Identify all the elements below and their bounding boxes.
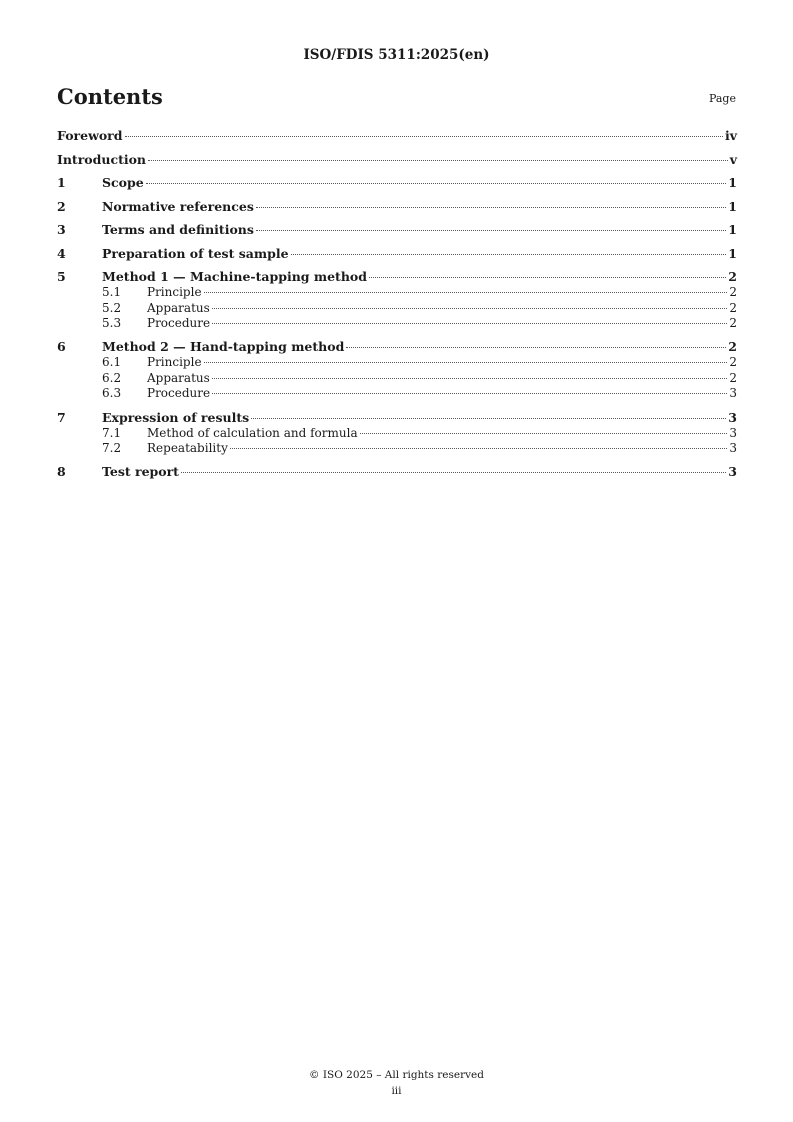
toc-subentry-page: 2	[729, 370, 737, 385]
toc-entry-page: 3	[728, 464, 737, 480]
toc-entry-introduction[interactable]	[57, 152, 737, 168]
dot-leader	[146, 183, 727, 184]
toc-subentry-number: 7.1	[102, 425, 122, 440]
toc-entry-title: Method 2 — Hand-tapping method	[102, 339, 345, 355]
toc-entry-title: Preparation of test sample	[102, 245, 289, 261]
toc-subentry-page: 2	[729, 300, 737, 315]
toc-entry-terms-and-definitions[interactable]	[57, 222, 737, 238]
toc-subentry-page: 2	[729, 316, 737, 331]
dot-leader	[256, 207, 726, 208]
toc-entry-number: 8	[57, 464, 66, 480]
toc-subentry-title: Principle	[147, 355, 202, 370]
toc-entry-page: 1	[728, 198, 737, 214]
toc-subentry-number: 6.1	[102, 355, 122, 370]
toc-entry-expression-of-results[interactable]	[57, 410, 737, 426]
toc-subentry-title: Repeatability	[147, 441, 228, 456]
dot-leader	[212, 323, 727, 324]
toc-entry-title: Test report	[102, 464, 179, 480]
toc-subentry-title: Method of calculation and formula	[147, 425, 358, 440]
toc-subentry-7-1[interactable]	[57, 426, 737, 442]
dot-leader	[212, 308, 728, 309]
dot-leader	[212, 378, 728, 379]
toc-subentry-title: Principle	[147, 285, 202, 299]
toc-subentry-title: Procedure	[147, 386, 211, 401]
table-of-contents	[57, 128, 737, 480]
page-footer	[0, 1067, 793, 1099]
toc-entry-page: 3	[728, 409, 737, 425]
toc-subentry-number: 5.2	[102, 300, 122, 315]
toc-entry-method-1[interactable]	[57, 269, 737, 285]
toc-entry-number: 4	[57, 245, 66, 261]
toc-subentry-number: 6.2	[102, 370, 122, 385]
toc-entry-title: Normative references	[102, 198, 254, 214]
toc-subentry-6-3[interactable]	[57, 386, 737, 402]
toc-subentry-6-2[interactable]	[57, 371, 737, 387]
toc-entry-test-report[interactable]	[57, 464, 737, 480]
toc-subentry-title: Procedure	[147, 316, 211, 331]
dot-leader	[212, 393, 727, 394]
toc-subentry-5-2[interactable]	[57, 301, 737, 317]
toc-entry-title: Method 1 — Machine-tapping method	[102, 269, 367, 284]
toc-entry-page: 2	[728, 339, 737, 355]
toc-entry-title: Scope	[102, 175, 144, 190]
toc-entry-number: 2	[57, 198, 66, 214]
dot-leader	[204, 292, 728, 293]
toc-subentry-6-1[interactable]	[57, 355, 737, 371]
toc-subentry-page: 3	[729, 386, 737, 401]
toc-entry-title: Foreword	[57, 128, 123, 143]
toc-subentry-page: 2	[729, 285, 737, 299]
toc-entry-page: v	[729, 151, 737, 167]
dot-leader	[251, 418, 726, 419]
page-column-label: Page	[708, 92, 736, 105]
toc-entry-number: 6	[57, 339, 66, 355]
toc-subentry-page: 3	[729, 425, 737, 440]
toc-entry-page: 1	[728, 222, 737, 237]
toc-subentry-page: 2	[729, 355, 737, 370]
toc-entry-page: 1	[728, 245, 737, 261]
toc-entry-page: 2	[728, 269, 737, 284]
dot-leader	[148, 160, 728, 161]
copyright-notice: © ISO 2025 – All rights reserved	[309, 1069, 484, 1081]
toc-entry-scope[interactable]	[57, 175, 737, 191]
toc-entry-number: 7	[57, 409, 66, 425]
toc-subentry-number: 5.3	[102, 316, 122, 331]
dot-leader	[125, 136, 723, 137]
toc-entry-title: Expression of results	[102, 409, 250, 425]
toc-subentry-5-1[interactable]	[57, 285, 737, 301]
toc-entry-number: 1	[57, 175, 66, 190]
toc-subentry-number: 6.3	[102, 386, 122, 401]
toc-entry-number: 3	[57, 222, 66, 237]
toc-entry-title: Terms and definitions	[102, 222, 254, 237]
toc-entry-page: 1	[728, 175, 737, 190]
toc-subentry-number: 5.1	[102, 285, 122, 299]
dot-leader	[230, 448, 728, 449]
toc-entry-page: iv	[724, 128, 737, 143]
toc-entry-preparation-of-test-sample[interactable]	[57, 246, 737, 262]
toc-subentry-5-3[interactable]	[57, 316, 737, 332]
page-number: iii	[391, 1085, 402, 1097]
dot-leader	[369, 277, 726, 278]
contents-heading: Contents	[57, 84, 163, 109]
toc-entry-foreword[interactable]	[57, 128, 737, 144]
toc-entry-normative-references[interactable]	[57, 199, 737, 215]
toc-subentry-title: Apparatus	[147, 370, 210, 385]
toc-subentry-7-2[interactable]	[57, 441, 737, 457]
dot-leader	[181, 472, 726, 473]
dot-leader	[291, 254, 727, 255]
dot-leader	[346, 347, 726, 348]
dot-leader	[360, 433, 728, 434]
dot-leader	[256, 230, 726, 231]
toc-entry-title: Introduction	[57, 151, 147, 167]
document-id: ISO/FDIS 5311:2025(en)	[303, 47, 490, 63]
toc-subentry-title: Apparatus	[147, 300, 210, 315]
toc-subentry-number: 7.2	[102, 441, 122, 456]
toc-entry-method-2[interactable]	[57, 339, 737, 355]
toc-entry-number: 5	[57, 269, 66, 284]
dot-leader	[204, 362, 728, 363]
toc-subentry-page: 3	[729, 441, 737, 456]
